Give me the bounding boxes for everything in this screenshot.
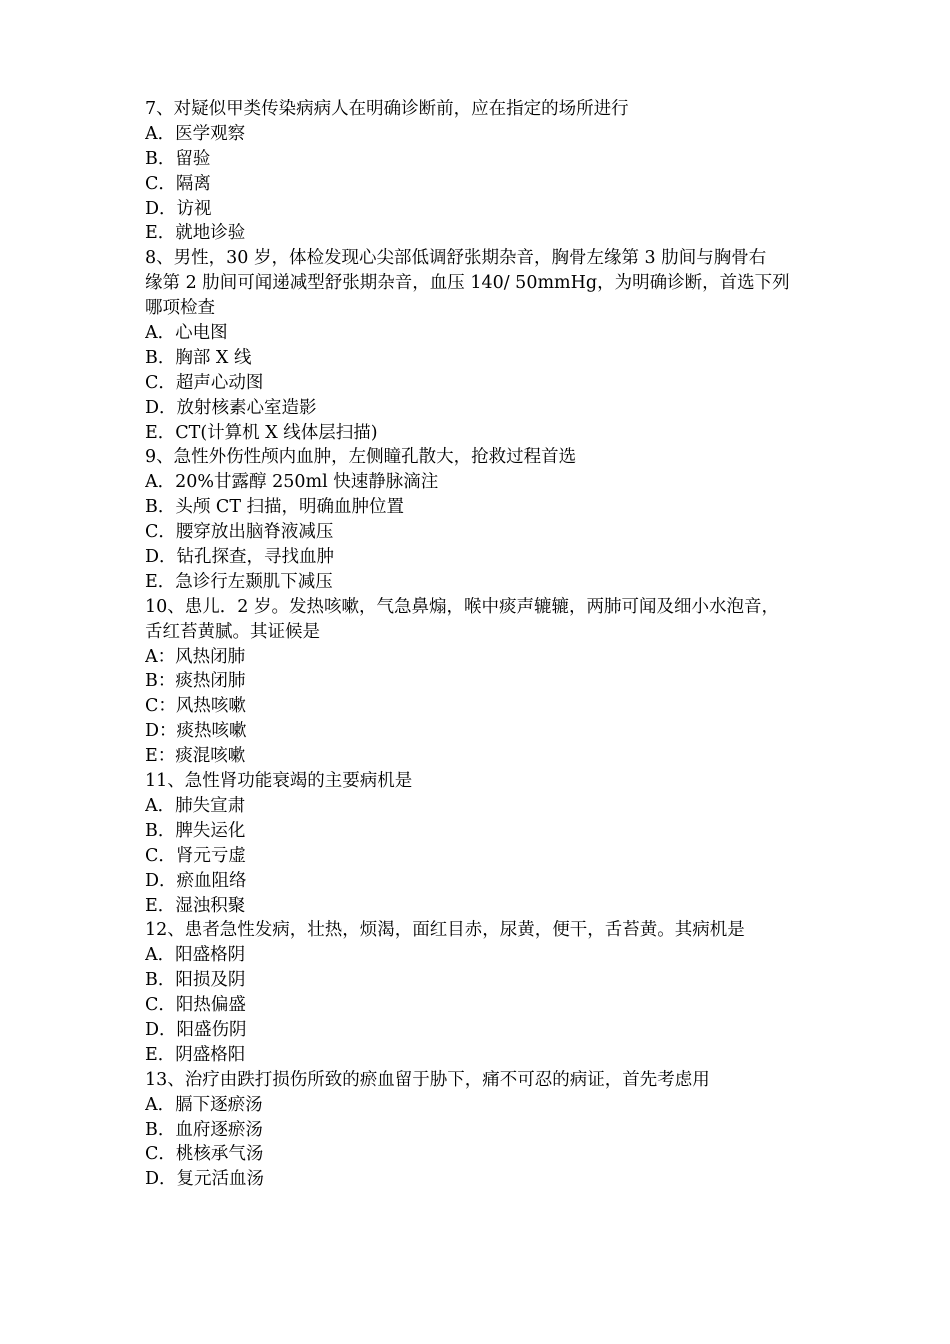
text-line: 11、急性肾功能衰竭的主要病机是 (145, 771, 413, 792)
text-line: A．阳盛格阴 (145, 945, 246, 966)
text-line: C．桃核承气汤 (145, 1144, 264, 1165)
text-line: B．留验 (145, 148, 211, 169)
text-line: C：风热咳嗽 (145, 696, 246, 717)
text-line: 哪项检查 (145, 298, 215, 319)
text-line: D．钻孔探查，寻找血肿 (145, 547, 335, 568)
text-line: A．心电图 (145, 323, 228, 344)
text-line: E．CT(计算机 X 线体层扫描) (145, 422, 378, 443)
text-line: 13、治疗由跌打损伤所致的瘀血留于胁下，痛不可忍的病证，首先考虑用 (145, 1069, 710, 1090)
text-line: D．放射核素心室造影 (145, 397, 317, 418)
text-line: B：痰热闭肺 (145, 671, 246, 692)
text-line: 9、急性外伤性颅内血肿，左侧瞳孔散大，抢救过程首选 (145, 447, 577, 468)
text-line: E．湿浊积聚 (145, 895, 246, 916)
text-line: 8、男性，30 岁，体检发现心尖部低调舒张期杂音，胸骨左缘第 3 肋间与胸骨右 (145, 248, 767, 269)
text-line: A．膈下逐瘀汤 (145, 1094, 263, 1115)
text-line: 缘第 2 肋间可闻递减型舒张期杂音，血压 140/ 50mmHg，为明确诊断，首选下列 (145, 273, 790, 294)
document-body (145, 97, 815, 1192)
text-line: 7、对疑似甲类传染病病人在明确诊断前，应在指定的场所进行 (145, 99, 629, 119)
text-line: D．瘀血阻络 (145, 870, 247, 891)
text-line: D．访视 (145, 198, 212, 219)
text-line: C．阳热偏盛 (145, 995, 246, 1016)
text-line: E．就地诊验 (145, 223, 246, 244)
text-line: A．20%甘露醇 250ml 快速静脉滴注 (145, 472, 439, 493)
text-line: E．急诊行左颞肌下减压 (145, 571, 333, 592)
text-line: A．医学观察 (145, 123, 246, 144)
text-line: B．阳损及阴 (145, 970, 246, 991)
text-line: E：痰混咳嗽 (145, 746, 246, 767)
text-line: D．阳盛伤阴 (145, 1019, 247, 1040)
text-line: B．脾失运化 (145, 820, 246, 841)
text-line: C．肾元亏虚 (145, 845, 246, 866)
text-line: E．阴盛格阳 (145, 1044, 246, 1065)
text-line: B．血府逐瘀汤 (145, 1119, 263, 1140)
text-line: C．超声心动图 (145, 372, 264, 393)
text-line: 10、患儿．2 岁。发热咳嗽，气急鼻煽，喉中痰声辘辘，两肺可闻及细小水泡音， (145, 596, 779, 617)
text-line: B．胸部 X 线 (145, 347, 252, 368)
text-line: B．头颅 CT 扫描，明确血肿位置 (145, 497, 405, 518)
text-line: 舌红苔黄腻。其证候是 (145, 621, 320, 642)
text-line: A：风热闭肺 (145, 646, 246, 667)
text-line: D．复元活血汤 (145, 1169, 265, 1190)
text-line: C．隔离 (145, 173, 211, 194)
text-line: D：痰热咳嗽 (145, 721, 247, 742)
text-line: C．腰穿放出脑脊液减压 (145, 522, 334, 543)
text-line: 12、患者急性发病，壮热，烦渴，面红目赤，尿黄，便干，舌苔黄。其病机是 (145, 920, 745, 941)
text-line: A．肺失宣肃 (145, 795, 246, 816)
